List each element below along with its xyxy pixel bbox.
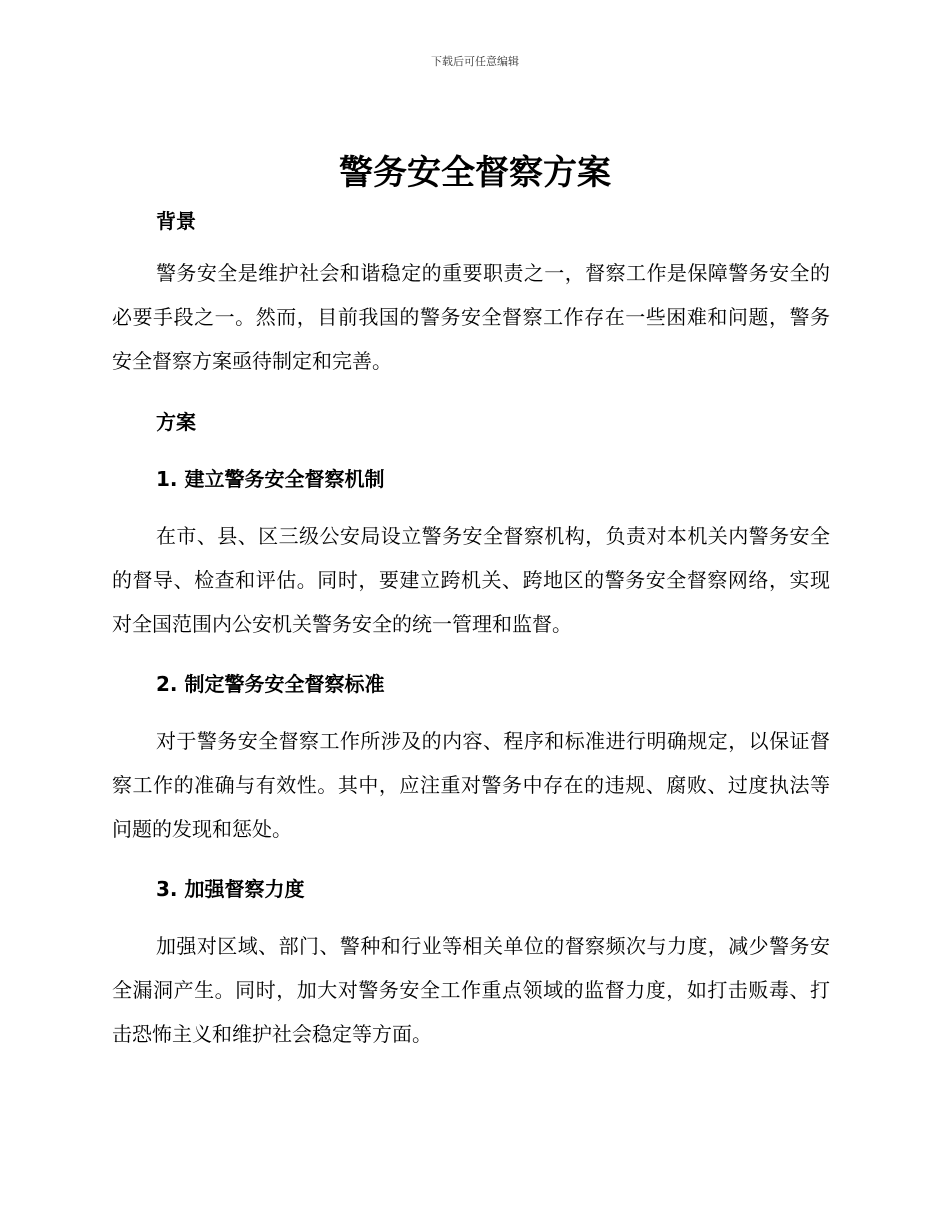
paragraph-mechanism: 在市、县、区三级公安局设立警务安全督察机构，负责对本机关内警务安全的督导、检查和评估。同时，要建立跨机关、跨地区的警务安全督察网络，实现对全国范围内公安机关警务安全的统一管理和监督。 xyxy=(112,524,830,636)
section-heading-plan: 方案 xyxy=(156,410,196,434)
section-heading-background: 背景 xyxy=(156,209,196,233)
document-title: 警务安全督察方案 xyxy=(339,153,611,193)
section-heading-standards: 2. 制定警务安全督察标准 xyxy=(156,672,385,696)
paragraph-intensity: 加强对区域、部门、警种和行业等相关单位的督察频次与力度，减少警务安全漏洞产生。同时，加大对警务安全工作重点领域的监督力度，如打击贩毒、打击恐怖主义和维护社会稳定等方面。 xyxy=(112,934,830,1046)
section-heading-intensity: 3. 加强督察力度 xyxy=(156,877,305,901)
paragraph-background: 警务安全是维护社会和谐稳定的重要职责之一，督察工作是保障警务安全的必要手段之一。然而，目前我国的警务安全督察工作存在一些困难和问题，警务安全督察方案亟待制定和完善。 xyxy=(112,261,830,373)
paragraph-standards: 对于警务安全督察工作所涉及的内容、程序和标准进行明确规定，以保证督察工作的准确与有效性。其中，应注重对警务中存在的违规、腐败、过度执法等问题的发现和惩处。 xyxy=(112,729,830,841)
document-body xyxy=(112,205,830,1056)
section-heading-mechanism: 1. 建立警务安全督察机制 xyxy=(156,467,385,491)
header-note: 下载后可任意编辑 xyxy=(431,55,519,68)
